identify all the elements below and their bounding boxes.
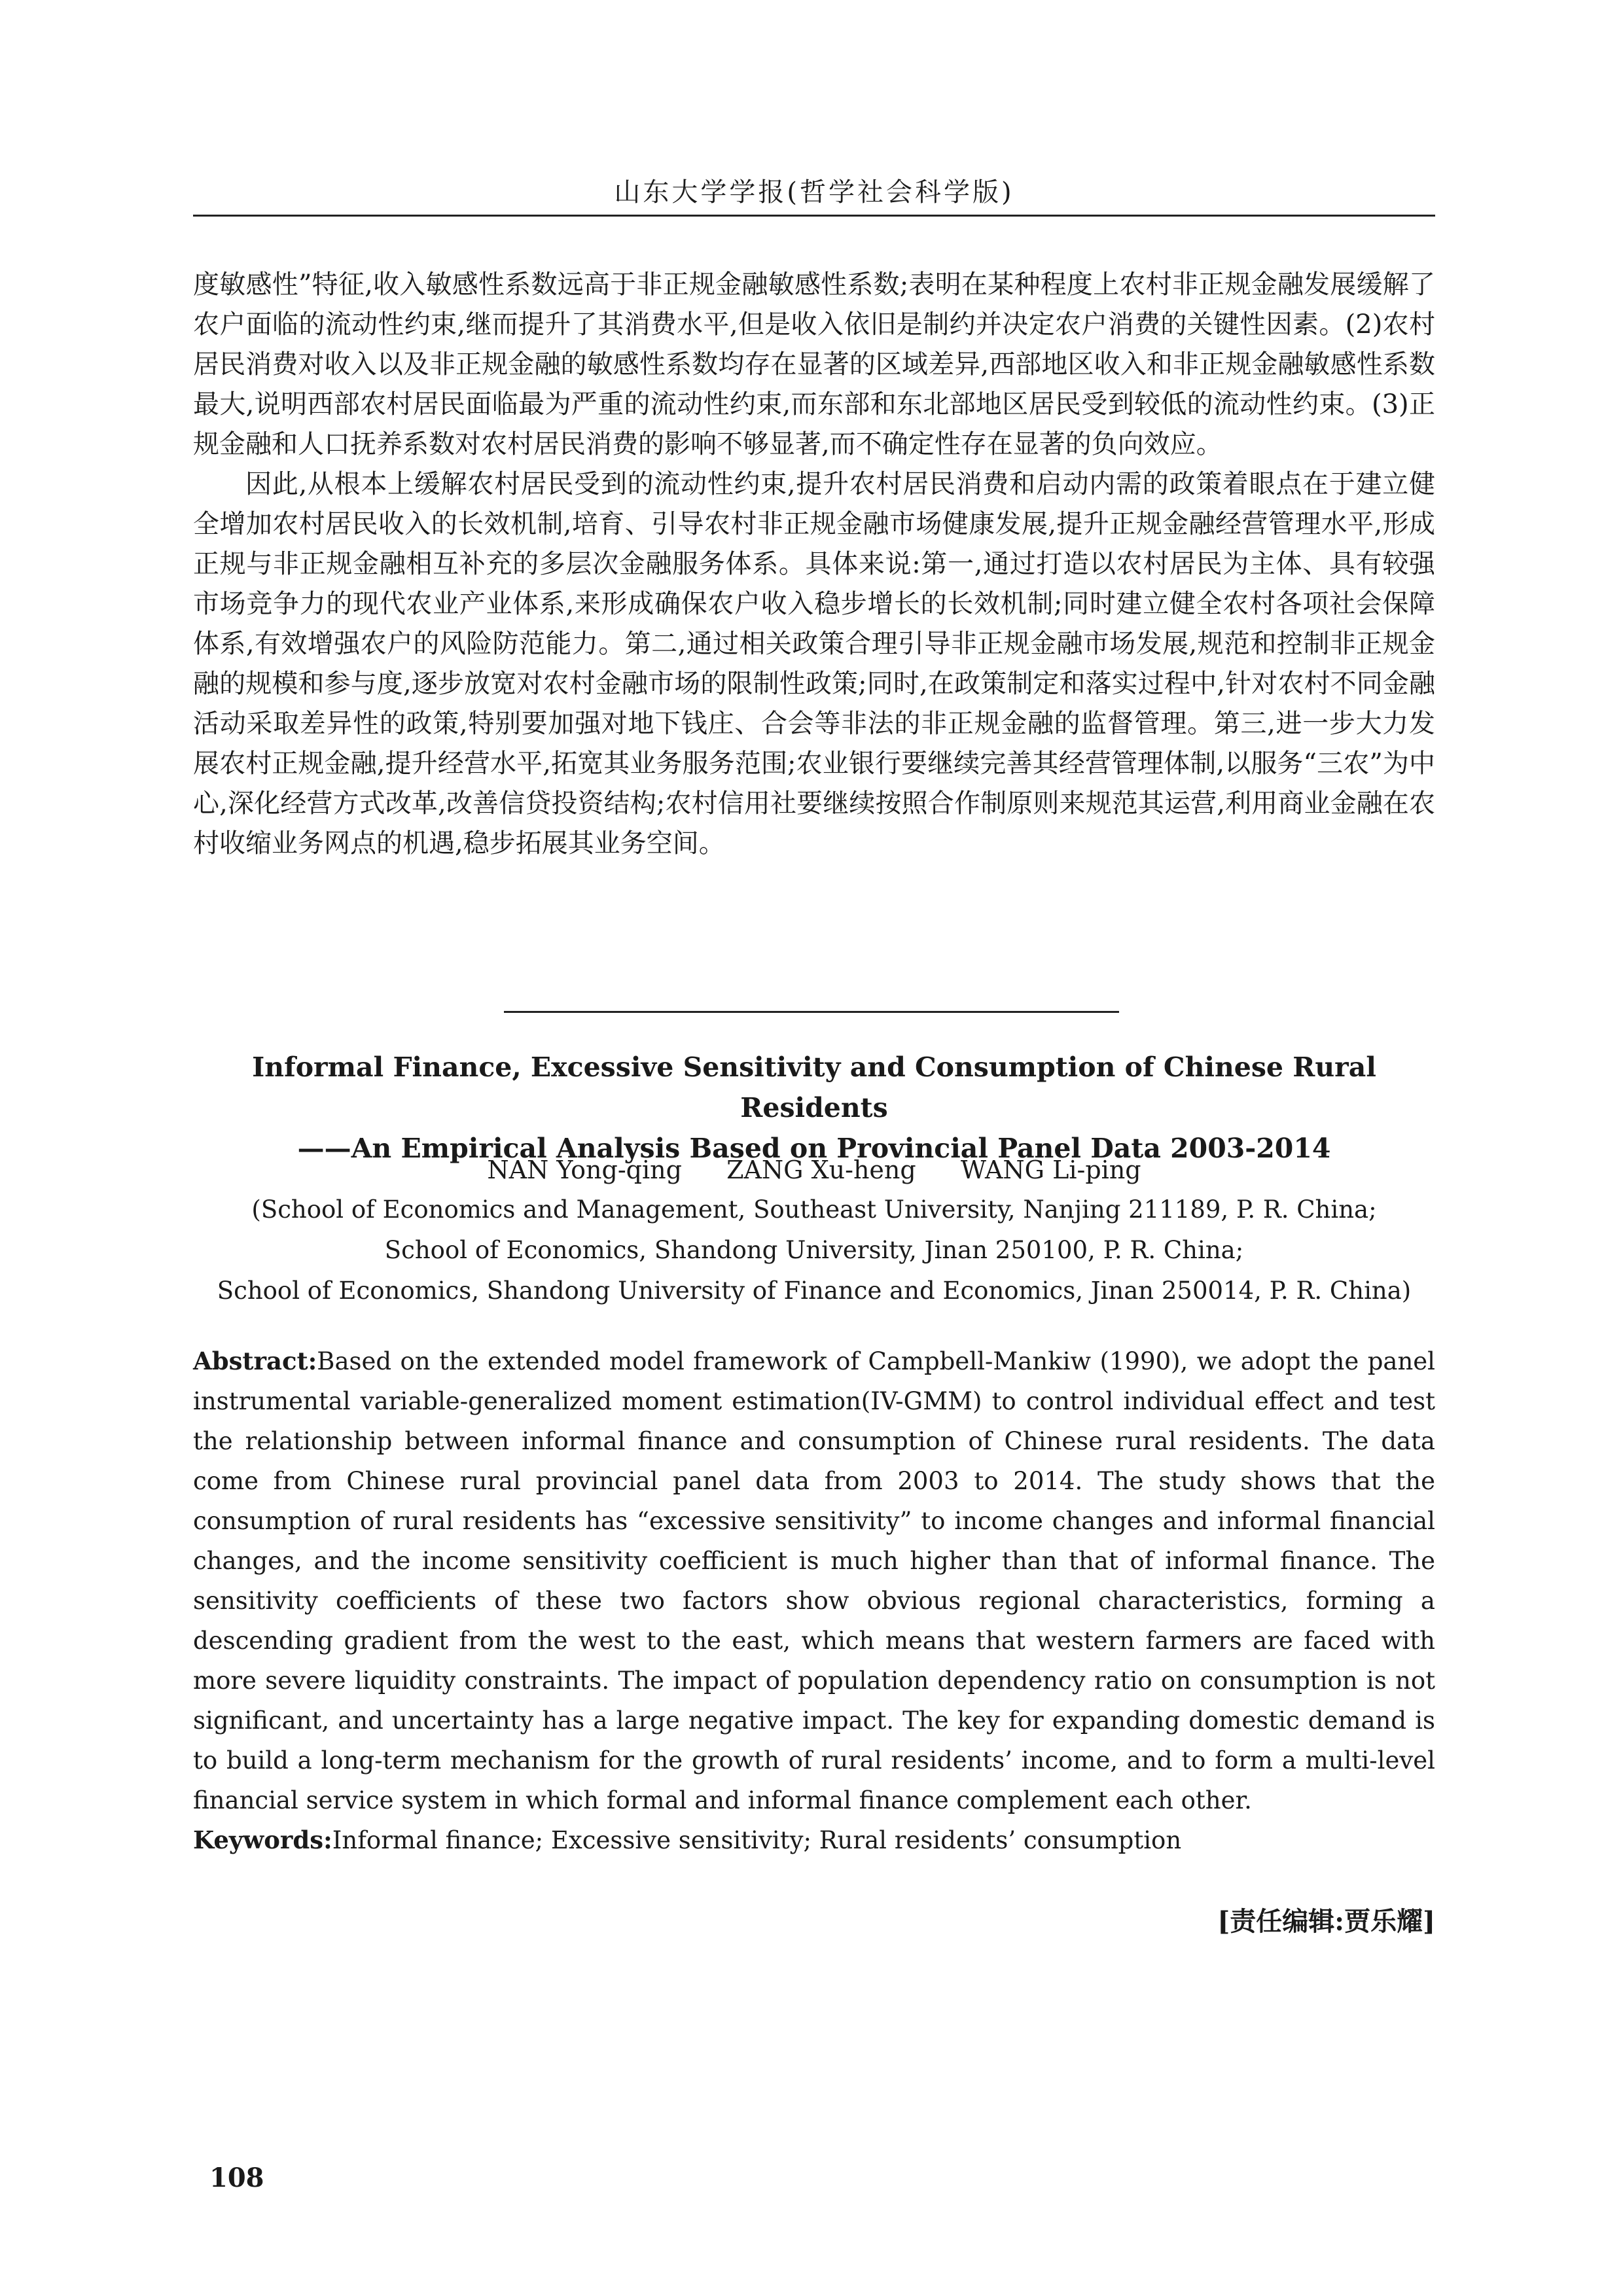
keywords-label: Keywords: [193,1826,332,1854]
affiliation-line: (School of Economics and Management, Southeast University, Nanjing 211189, P. R. China; [251,1195,1377,1224]
english-title: Informal Finance, Excessive Sensitivity and Consumption of Chinese Rural Residents [252,1051,1376,1123]
abstract-block [193,1341,1435,1860]
affiliations [193,1190,1435,1311]
header-rule [193,215,1435,217]
author-name: WANG Li-ping [960,1156,1141,1184]
author-name: ZANG Xu-heng [726,1156,916,1184]
affiliation-line: School of Economics, Shandong University of Finance and Economics, Jinan 250014, P. R. China) [217,1277,1412,1305]
abstract-text: Based on the extended model framework of Campbell-Mankiw (1990), we adopt the panel instrumental variable-generalized moment estimation(IV-GMM) to control individual effect and test the relationship between informal finance and consumption of Chinese rural residents. The data come from Chinese rural provincial panel data from 2003 to 2014. The study shows that the consumption of rural residents has “excessive sensitivity” to income changes and informal financial changes, and the income sensitivity coefficient is much higher than that of informal finance. The sensitivity coefficients of these two factors show obvious regional characteristics, forming a descending gradient from the west to the east, which means that western farmers are faced with more severe liquidity constraints. The impact of population dependency ratio on consumption is not significant, and uncertainty has a large negative impact. The key for expanding domestic demand is to build a long-term mechanism for the growth of rural residents’ income, and to form a multi-level financial service system in which formal and informal finance complement each other. [193,1347,1435,1814]
keywords [193,1820,1435,1860]
body-paragraph-2: 因此,从根本上缓解农村居民受到的流动性约束,提升农村居民消费和启动内需的政策着眼点在于建立健全增加农村居民收入的长效机制,培育、引导农村非正规金融市场健康发展,提升正规金融经营管理水平,形成正规与非正规金融相互补充的多层次金融服务体系。具体来说:第一,通过打造以农村居民为主体、具有较强市场竞争力的现代农业产业体系,来形成确保农户收入稳步增长的长效机制;同时建立健全农村各项社会保障体系,有效增强农户的风险防范能力。第二,通过相关政策合理引导非正规金融市场发展,规范和控制非正规金融的规模和参与度,逐步放宽对农村金融市场的限制性政策;同时,在政策制定和落实过程中,针对农村不同金融活动采取差异性的政策,特别要加强对地下钱庄、合会等非法的非正规金融的监督管理。第三,进一步大力发展农村正规金融,提升经营水平,拓宽其业务服务范围;农业银行要继续完善其经营管理体制,以服务“三农”为中心,深化经营方式改革,改善信贷投资结构;农村信用社要继续按照合作制原则来规范其运营,利用商业金融在农村收缩业务网点的机遇,稳步拓展其业务空间。 [193,469,1435,858]
page-number: 108 [209,2163,264,2193]
affiliation-line: School of Economics, Shandong University, Jinan 250100, P. R. China; [384,1236,1244,1264]
section-separator [504,1011,1119,1013]
responsible-editor: [责任编辑:贾乐耀] [1217,1906,1435,1937]
abstract-label: Abstract: [193,1347,317,1375]
chinese-body-text [193,265,1435,864]
keywords-text: Informal finance; Excessive sensitivity; Rural residents’ consumption [332,1826,1182,1854]
abstract [193,1341,1435,1820]
body-paragraph-1: 度敏感性”特征,收入敏感性系数远高于非正规金融敏感性系数;表明在某种程度上农村非正规金融发展缓解了农户面临的流动性约束,继而提升了其消费水平,但是收入依旧是制约并决定农户消费的关键性因素。(2)农村居民消费对收入以及非正规金融的敏感性系数均存在显著的区域差异,西部地区收入和非正规金融敏感性系数最大,说明西部农村居民面临最为严重的流动性约束,而东部和东北部地区居民受到较低的流动性约束。(3)正规金融和人口抚养系数对农村居民消费的影响不够显著,而不确定性存在显著的负向效应。 [193,270,1435,459]
running-header: 山东大学学报(哲学社会科学版) [614,177,1014,207]
author-name: NAN Yong-qing [487,1156,682,1184]
author-list [193,1150,1435,1190]
english-subtitle: ——An Empirical Analysis Based on Provincial Panel Data 2003-2014 [297,1133,1331,1164]
